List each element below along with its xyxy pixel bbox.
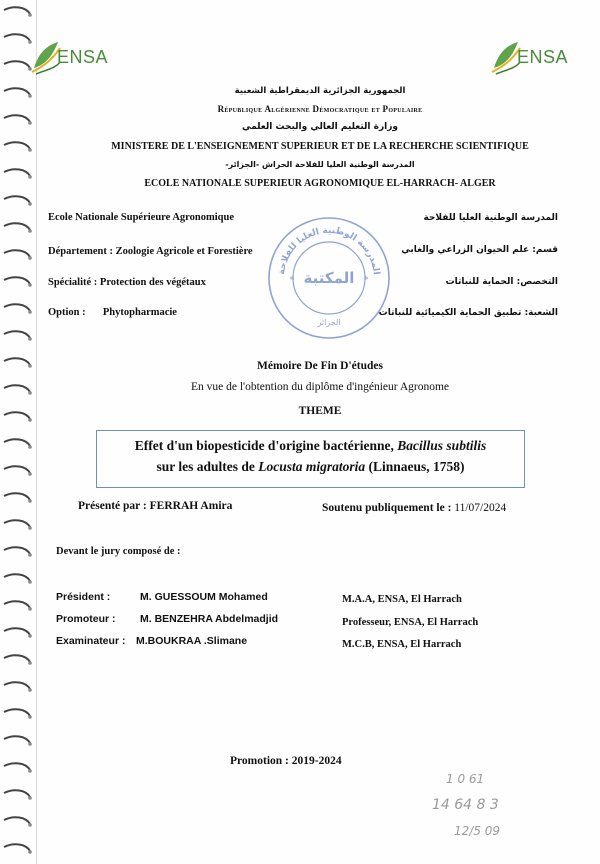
spiral-ring xyxy=(4,709,30,716)
ministry-french: MINISTERE DE L'ENSEIGNEMENT SUPERIEUR ET DE LA RECHERCHE SCIENTIFIQUE xyxy=(111,141,529,152)
binding-hole xyxy=(28,769,32,773)
spiral-ring xyxy=(4,358,30,365)
jury-intro: Devant le jury composé de : xyxy=(56,546,181,557)
spiral-ring xyxy=(4,304,30,311)
theme-line-2 xyxy=(97,459,524,475)
spiral-ring xyxy=(4,547,30,554)
school-arabic: المدرسة الوطنية العليا للفلاحة الحراش -الجزائر- xyxy=(225,160,415,169)
specialite-value: Protection des végétaux xyxy=(99,277,206,288)
departement-row xyxy=(48,246,253,257)
spiral-ring xyxy=(4,763,30,770)
binding-hole xyxy=(28,283,32,287)
binding-hole xyxy=(28,742,32,746)
binding-hole xyxy=(28,472,32,476)
spiral-ring xyxy=(4,331,30,338)
spiral-ring xyxy=(4,574,30,581)
departement-arabic: قسم: علم الحيوان الزراعي والغابي xyxy=(401,245,558,255)
presented-by xyxy=(78,500,232,512)
ecole-arabic: المدرسة الوطنية العليا للفلاحة xyxy=(423,213,558,223)
theme-line2-author: (Linnaeus, 1758) xyxy=(368,459,465,474)
ministry-arabic: وزارة التعليم العالي والبحث العلمي xyxy=(241,122,399,132)
library-stamp xyxy=(264,213,394,343)
spiral-ring xyxy=(4,439,30,446)
jury-name: M.BOUKRAA .Slimane xyxy=(136,635,248,647)
jury-role: Examinateur : xyxy=(56,635,126,647)
binding-hole xyxy=(28,823,32,827)
departement-label: Département : xyxy=(48,246,114,257)
spiral-ring xyxy=(4,655,30,662)
binding-hole xyxy=(28,850,32,854)
jury-name: M. BENZEHRA Abdelmadjid xyxy=(140,613,279,625)
republic-arabic: الجمهورية الجزائرية الديمقراطية الشعبية xyxy=(234,86,406,96)
spiral-ring xyxy=(4,34,30,41)
spiral-ring xyxy=(4,61,30,68)
binding-hole xyxy=(28,418,32,422)
logo-text: ENSA xyxy=(517,47,569,67)
spiral-ring xyxy=(4,736,30,743)
star-icon: * xyxy=(289,275,295,286)
binding-hole xyxy=(28,94,32,98)
spiral-ring xyxy=(4,790,30,797)
spiral-ring xyxy=(4,817,30,824)
binding-hole xyxy=(28,364,32,368)
binding-hole xyxy=(28,337,32,341)
memoir-title: Mémoire De Fin D'études xyxy=(257,360,383,372)
binding-hole xyxy=(28,526,32,530)
spiral-ring xyxy=(4,7,30,14)
jury-role: Président : xyxy=(56,591,111,603)
handwritten-line-3: 12/5 09 xyxy=(454,824,501,838)
page-edge xyxy=(36,0,37,864)
species-bacillus: Bacillus subtilis xyxy=(397,438,487,453)
jury-role: Promoteur : xyxy=(56,613,116,625)
binding-hole xyxy=(28,391,32,395)
theme-line-1 xyxy=(97,438,524,454)
spiral-ring xyxy=(4,223,30,230)
binding-hole xyxy=(28,202,32,206)
ecole-french: Ecole Nationale Supérieure Agronomique xyxy=(48,212,234,223)
handwritten-line-1: 1 0 61 xyxy=(446,772,485,786)
presented-label: Présenté par : xyxy=(78,500,147,512)
binding-hole xyxy=(28,13,32,17)
departement-value: Zoologie Agricole et Forestière xyxy=(115,246,253,257)
spiral-ring xyxy=(4,250,30,257)
binding-hole xyxy=(28,148,32,152)
option-row xyxy=(48,307,177,318)
binding-hole xyxy=(28,310,32,314)
option-label: Option : xyxy=(48,307,86,318)
spiral-ring xyxy=(4,493,30,500)
defense-date xyxy=(322,502,506,514)
binding-hole xyxy=(28,580,32,584)
republic-french: République Algérienne Démocratique et Populaire xyxy=(217,104,423,114)
logo-text: ENSA xyxy=(57,47,109,67)
ensa-logo-left xyxy=(30,38,116,78)
spiral-binding xyxy=(0,0,34,864)
spiral-ring xyxy=(4,412,30,419)
stamp-ring-text: المدرسة الوطنية العليا للفلاحة xyxy=(277,225,381,276)
jury-row xyxy=(0,635,600,653)
defense-label: Soutenu publiquement le : xyxy=(322,502,452,514)
presented-name: FERRAH Amira xyxy=(149,500,233,512)
jury-affiliation: M.A.A, ENSA, El Harrach xyxy=(342,594,462,605)
defense-date-value: 11/07/2024 xyxy=(454,502,507,514)
binding-hole xyxy=(28,688,32,692)
svg-text:المدرسة الوطنية العليا للفلاحة xyxy=(277,226,381,275)
spiral-ring xyxy=(4,115,30,122)
specialite-row xyxy=(48,277,206,288)
handwritten-notes xyxy=(432,765,552,845)
star-icon: * xyxy=(363,275,369,286)
jury-row xyxy=(0,591,600,609)
theme-label: THEME xyxy=(298,405,342,417)
spiral-ring xyxy=(4,196,30,203)
ensa-logo-right xyxy=(490,38,576,78)
binding-hole xyxy=(28,553,32,557)
binding-hole xyxy=(28,499,32,503)
specialite-label: Spécialité : xyxy=(48,277,98,288)
spiral-ring xyxy=(4,844,30,851)
spiral-ring xyxy=(4,277,30,284)
spiral-ring xyxy=(4,88,30,95)
species-locusta: Locusta migratoria xyxy=(258,459,366,474)
option-arabic: الشعبة: تطبيق الحماية الكيميائية للنباتات xyxy=(378,308,558,318)
binding-hole xyxy=(28,445,32,449)
stamp-center-text: المكتبة xyxy=(303,269,355,287)
spiral-ring xyxy=(4,682,30,689)
memoir-obtention: En vue de l'obtention du diplôme d'ingénieur Agronome xyxy=(190,381,450,393)
theme-title-box xyxy=(96,430,525,488)
jury-name: M. GUESSOUM Mohamed xyxy=(140,591,268,603)
spiral-ring xyxy=(4,169,30,176)
spiral-ring xyxy=(4,466,30,473)
jury-affiliation: Professeur, ENSA, El Harrach xyxy=(342,617,479,628)
specialite-arabic: التخصص: الحماية للنباتات xyxy=(445,277,558,287)
binding-hole xyxy=(28,121,32,125)
binding-hole xyxy=(28,796,32,800)
promotion: Promotion : 2019-2024 xyxy=(230,755,342,767)
handwritten-line-2: 14 64 8 3 xyxy=(432,797,499,813)
spiral-ring xyxy=(4,385,30,392)
spiral-ring xyxy=(4,142,30,149)
theme-line1-text: Effet d'un biopesticide d'origine bactérienne, xyxy=(134,438,394,453)
school-french: ECOLE NATIONALE SUPERIEUR AGRONOMIQUE EL-HARRACH- ALGER xyxy=(144,178,496,189)
binding-hole xyxy=(28,175,32,179)
jury-affiliation: M.C.B, ENSA, El Harrach xyxy=(342,639,462,650)
jury-row xyxy=(0,613,600,631)
binding-hole xyxy=(28,256,32,260)
option-value: Phytopharmacie xyxy=(102,307,177,318)
spiral-ring xyxy=(4,520,30,527)
binding-hole xyxy=(28,661,32,665)
binding-hole xyxy=(28,229,32,233)
theme-line2-text: sur les adultes de xyxy=(156,459,255,474)
binding-hole xyxy=(28,715,32,719)
stamp-bottom-text: الجزائر xyxy=(317,318,341,327)
